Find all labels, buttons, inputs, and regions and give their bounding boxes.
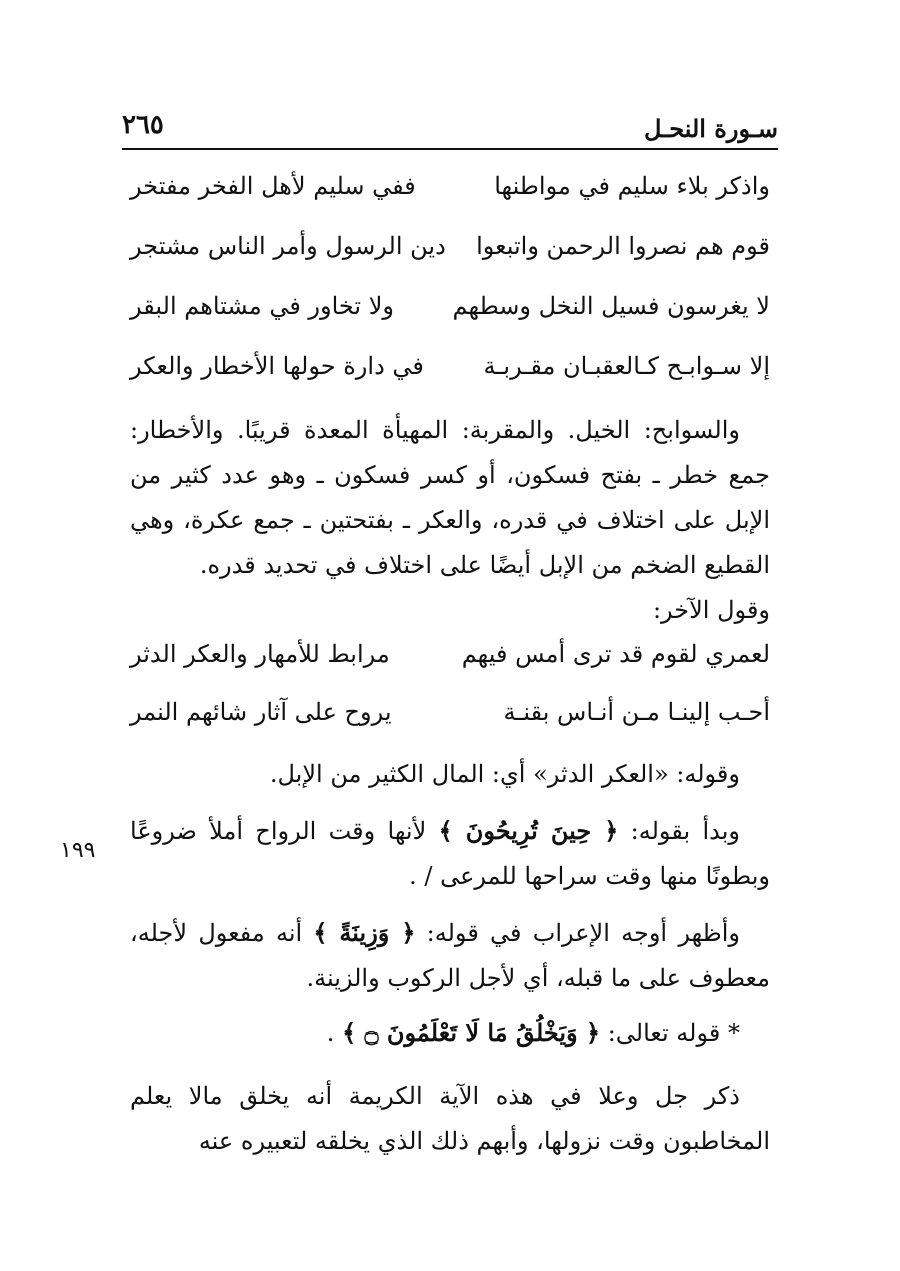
poem-line [130,172,770,212]
commentary-paragraph [130,1074,770,1164]
poem-line [130,352,770,392]
poem-line [130,698,770,738]
poem-first-hemistich: واذكر بلاء سليم في مواطنها [494,172,770,200]
quran-quote: ﴿ حِينَ تُرِيحُونَ ﴾ [438,816,619,845]
quran-quote: ﴿ وَيَخْلُقُ مَا لَا تَعْلَمُونَ ۝ ﴾ [342,1018,601,1047]
poem-second-hemistich: مرابط للأمهار والعكر الدثر [130,640,390,668]
surah-title: سـورة النحـل [644,114,778,143]
paragraph-text: لأنها وقت الرواح أملأ ضروعًا وبطونًا منها وقت سراحها للمرعى / . [130,817,770,890]
heading-text: * قوله تعالى: [600,1019,740,1047]
poem-first-hemistich: إلا سـوابـح كـالعقبـان مقـربـة [483,352,770,380]
commentary-paragraph [130,910,770,1001]
paragraph-text: وقوله: «العكر الدثر» أي: المال الكثير من الإبل. [269,760,740,788]
page-header [122,108,778,150]
page-number: ٢٦٥ [122,110,164,140]
poem-first-hemistich: لعمري لقوم قد ترى أمس فيهم [461,640,770,668]
poem-line [130,640,770,680]
poem-second-hemistich: في دارة حولها الأخطار والعكر [130,352,424,380]
paragraph-text: وقول الآخر: [652,596,770,624]
poem-first-hemistich: أحـب إلينـا مـن أنـاس بقنـة [503,698,770,726]
paragraph-text: ذكر جل وعلا في هذه الآية الكريمة أنه يخلق مالا يعلم المخاطبون وقت نزولها، وأبهم ذلك الذي يخلقه لتعبيره عنه [130,1082,770,1155]
verse-heading [130,1010,770,1056]
commentary-paragraph [130,752,770,797]
commentary-paragraph [130,408,770,633]
paragraph-text: وأظهر أوجه الإعراب في قوله: [415,919,740,947]
paragraph-text: والسوابح: الخيل. والمقربة: المهيأة المعدة قريبًا. والأخطار: جمع خطر ـ بفتح فسكون، أو كسر فسكون ـ وهو عدد كثير من الإبل على اختلاف في قدره، والعكر ـ بفتحتين ـ جمع عكرة، وهي القطيع الضخم من الإبل أيضًا على اختلاف في تحديد قدره. [130,416,771,579]
poem-line [130,292,770,332]
poem-first-hemistich: قوم هم نصروا الرحمن واتبعوا [476,232,770,260]
poem-second-hemistich: يروح على آثار شائهم النمر [130,698,392,726]
paragraph-text: وبدأ بقوله: [618,817,740,845]
quran-quote: ﴿ وَزِينَةً ﴾ [313,918,416,947]
poem-line [130,232,770,272]
heading-text: . [326,1019,343,1047]
poem-second-hemistich: ولا تخاور في مشتاهم البقر [130,292,394,320]
poem-first-hemistich: لا يغرسون فسيل النخل وسطهم [452,292,770,320]
commentary-paragraph [130,808,770,899]
poem-second-hemistich: دين الرسول وأمر الناس مشتجر [130,232,446,260]
margin-page-reference: ١٩٩ [60,838,96,863]
poem-second-hemistich: ففي سليم لأهل الفخر مفتخر [130,172,416,200]
paragraph-text: أنه مفعول لأجله، معطوف على ما قبله، أي لأجل الركوب والزينة. [130,919,770,992]
